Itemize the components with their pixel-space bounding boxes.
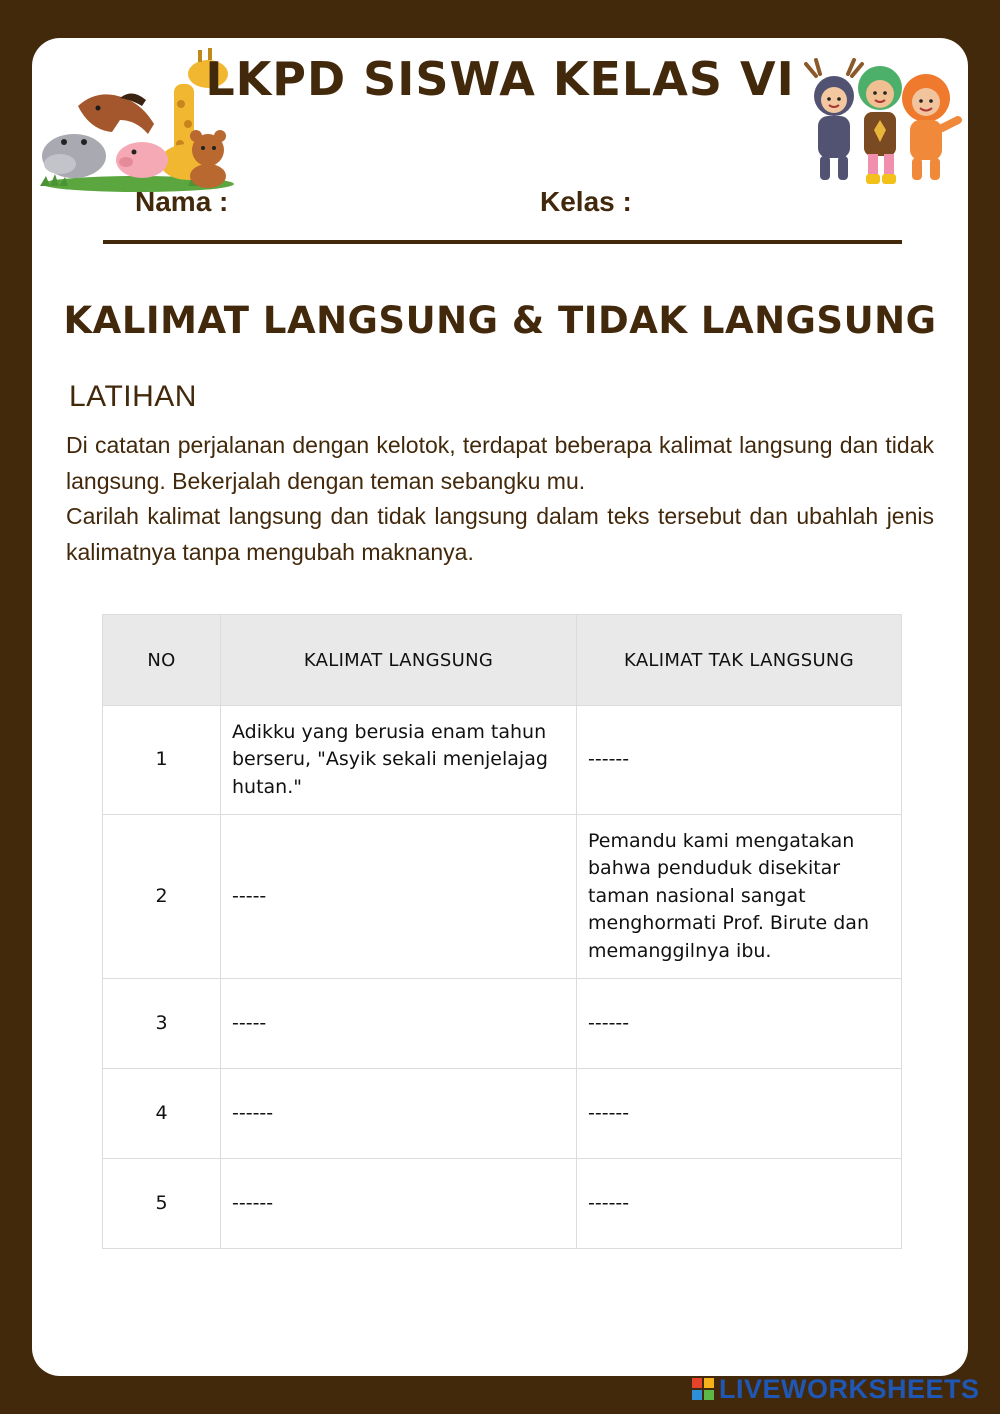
- header-divider: [103, 240, 902, 244]
- topic-title: KALIMAT LANGSUNG & TIDAK LANGSUNG: [63, 299, 937, 342]
- table-row: [103, 1069, 902, 1159]
- instruction-paragraph: Di catatan perjalanan dengan kelotok, terdapat beberapa kalimat langsung dan tidak langsung. Bekerjalah dengan teman sebangku mu.: [66, 432, 934, 494]
- tak-langsung-cell[interactable]: ------: [577, 1069, 902, 1159]
- brand-text: LIVEWORKSHEETS: [719, 1373, 980, 1404]
- instruction-paragraph: Carilah kalimat langsung dan tidak langsung dalam teks tersebut dan ubahlah jenis kalimatnya tanpa mengubah maknanya.: [66, 503, 934, 565]
- row-number: 3: [103, 979, 221, 1069]
- row-number: 2: [103, 815, 221, 979]
- instructions: [66, 428, 934, 570]
- table-row: [103, 706, 902, 815]
- name-label: Nama :: [135, 186, 229, 217]
- langsung-cell[interactable]: -----: [221, 979, 577, 1069]
- table-row: [103, 815, 902, 979]
- row-number: 4: [103, 1069, 221, 1159]
- langsung-cell[interactable]: -----: [221, 815, 577, 979]
- langsung-cell[interactable]: ------: [221, 1069, 577, 1159]
- table-row: [103, 1159, 902, 1249]
- column-header-no: NO: [103, 615, 221, 706]
- tak-langsung-cell[interactable]: ------: [577, 979, 902, 1069]
- liveworksheets-logo-icon: [692, 1378, 714, 1400]
- tak-langsung-cell[interactable]: Pemandu kami mengatakan bahwa penduduk disekitar taman nasional sangat menghormati Prof. Birute dan memanggilnya ibu.: [577, 815, 902, 979]
- row-number: 1: [103, 706, 221, 815]
- row-number: 5: [103, 1159, 221, 1249]
- table-row: [103, 979, 902, 1069]
- section-heading: LATIHAN: [69, 380, 197, 413]
- class-label: Kelas :: [540, 186, 632, 217]
- liveworksheets-watermark: [692, 1374, 980, 1404]
- tak-langsung-cell[interactable]: ------: [577, 706, 902, 815]
- column-header-tak-langsung: KALIMAT TAK LANGSUNG: [577, 615, 902, 706]
- tak-langsung-cell[interactable]: ------: [577, 1159, 902, 1249]
- worksheet-title: LKPD SISWA KELAS VI: [205, 52, 795, 106]
- langsung-cell[interactable]: ------: [221, 1159, 577, 1249]
- langsung-cell[interactable]: Adikku yang berusia enam tahun berseru, "Asyik sekali menjelajag hutan.": [221, 706, 577, 815]
- column-header-langsung: KALIMAT LANGSUNG: [221, 615, 577, 706]
- table-header-row: [103, 615, 902, 706]
- exercise-table: [102, 614, 902, 1249]
